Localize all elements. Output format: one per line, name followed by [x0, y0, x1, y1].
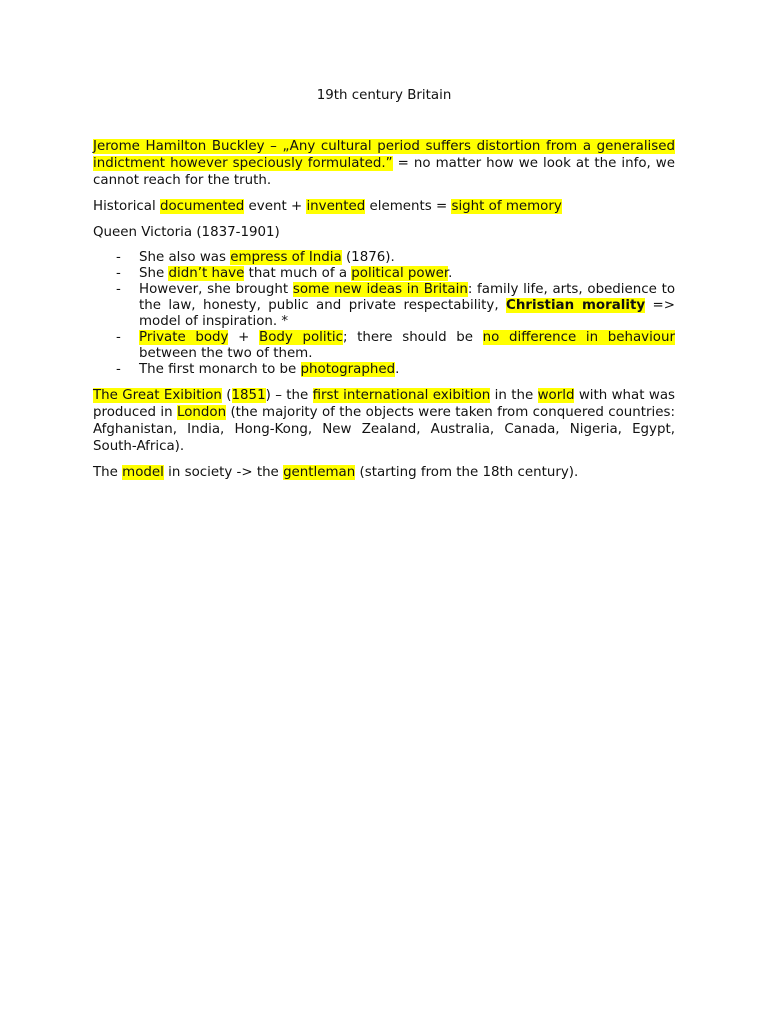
text-span: => model of inspiration. *: [139, 298, 675, 329]
dash-bullet: -: [116, 266, 121, 281]
text-span: with what was produced in: [93, 388, 676, 420]
highlight-world: world: [537, 388, 575, 403]
highlight-private-body: Private body: [139, 330, 229, 345]
highlight-model: model: [122, 465, 164, 480]
great-exibition-paragraph: [93, 387, 675, 455]
text-span: elements =: [365, 199, 452, 214]
document-body: [93, 138, 675, 490]
list-item: [93, 362, 675, 378]
highlight-gentleman: gentleman: [283, 465, 356, 480]
dash-bullet: -: [116, 362, 121, 377]
text-span: (starting from the 18th century).: [355, 465, 579, 480]
text-span: +: [228, 330, 260, 345]
text-span: The: [93, 465, 123, 480]
text-span: between the two of them.: [139, 346, 313, 361]
text-span: = no matter how we look at the info, we cannot reach for the truth.: [93, 156, 675, 188]
highlight-body-politic: Body politic: [259, 330, 343, 345]
highlight-sight-of-memory: sight of memory: [451, 199, 562, 214]
highlight-buckley-quote: Jerome Hamilton Buckley – „Any cultural period suffers distortion from a generalised indictment however speciously formulated.”: [93, 139, 675, 171]
text-span: event +: [244, 199, 307, 214]
historical-paragraph: [93, 198, 675, 215]
list-item: [93, 330, 675, 362]
highlight-empress-of-india: empress of India: [230, 250, 342, 265]
highlight-documented: documented: [159, 199, 245, 214]
highlight-photographed: photographed: [300, 362, 396, 377]
text-span: The first monarch to be: [139, 362, 301, 377]
queen-victoria-heading: Queen Victoria (1837-1901): [93, 225, 280, 240]
victoria-list: [93, 250, 675, 378]
dash-bullet: -: [116, 282, 121, 297]
bold-text: Christian morality: [506, 298, 646, 313]
text-span: ) – the: [265, 388, 313, 403]
model-paragraph: [93, 464, 675, 481]
highlight-new-ideas: some new ideas in Britain: [292, 282, 468, 297]
highlight-great-exibition: The Great Exibition: [93, 388, 222, 403]
text-span: She also was: [139, 250, 231, 265]
highlight-london: London: [176, 405, 227, 420]
list-item: [93, 250, 675, 266]
dash-bullet: -: [116, 250, 121, 265]
dash-bullet: -: [116, 330, 121, 345]
list-item: [93, 282, 675, 330]
text-span: She: [139, 266, 169, 281]
text-span: .: [448, 266, 453, 281]
text-span: .: [395, 362, 400, 377]
text-span: (the majority of the objects were taken from conquered countries: Afghanistan, India, Hong-Kong, New Zealand, Australia, Canada, Nigeria, Egypt, South-Africa).: [93, 405, 675, 454]
highlight-first-international-exibition: first international exibition: [312, 388, 491, 403]
text-span: ; there should be: [342, 330, 483, 345]
text-span: that much of a: [244, 266, 352, 281]
document-title: 19th century Britain: [316, 88, 452, 103]
text-span: (1876).: [341, 250, 395, 265]
text-span: (: [221, 388, 232, 403]
text-span: However, she brought: [139, 282, 293, 297]
highlight-political-power: political power: [351, 266, 449, 281]
highlight-1851: 1851: [231, 388, 266, 403]
list-item: [93, 266, 675, 282]
highlight-invented: invented: [306, 199, 366, 214]
highlight-no-difference: no difference in behaviour: [482, 330, 675, 345]
text-span: in the: [490, 388, 538, 403]
buckley-paragraph: [93, 138, 675, 189]
highlight-didnt-have: didn’t have: [168, 266, 245, 281]
highlight-christian-morality: [506, 298, 645, 313]
text-span: : family life, arts, obedience to the law, honesty, public and private respectability,: [139, 282, 676, 313]
text-span: Historical: [93, 199, 160, 214]
text-span: in society -> the: [163, 465, 284, 480]
